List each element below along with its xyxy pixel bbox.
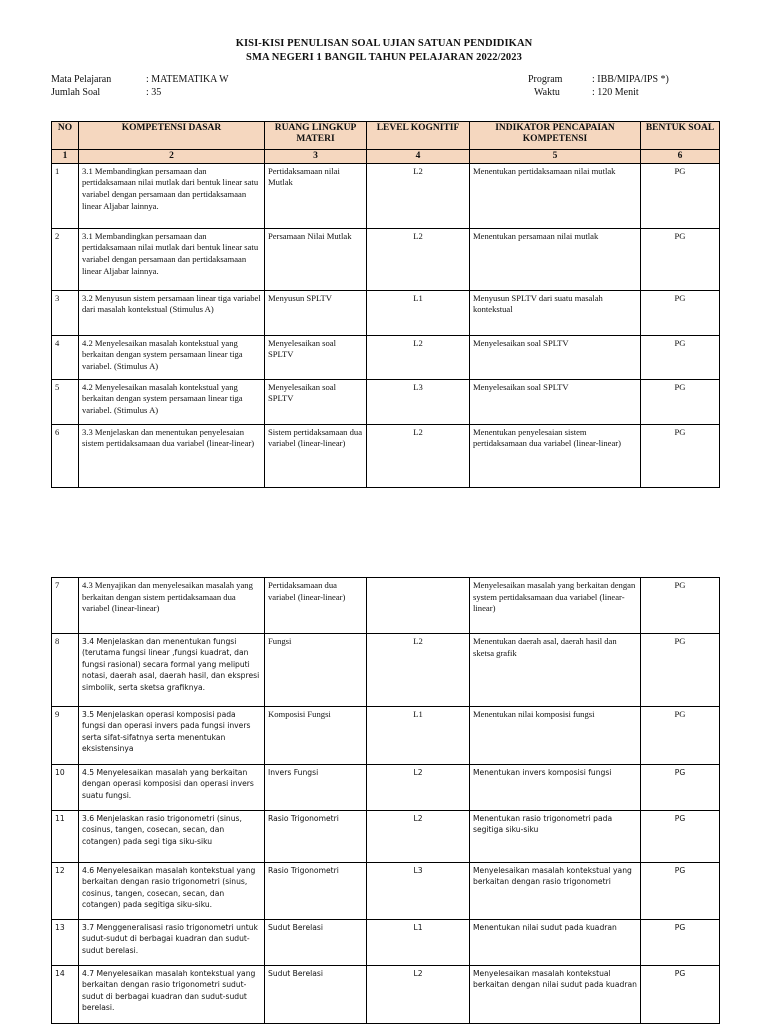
row-bentuk: PG [641,379,720,424]
row-materi: Sistem pertidaksamaan dua variabel (linear-linear) [265,424,367,487]
row-bentuk: PG [641,707,720,765]
table-row [52,863,720,920]
table-row [52,290,720,335]
table-row [52,634,720,707]
row-indikator: Menyelesaikan soal SPLTV [470,335,641,379]
row-kompetensi: 4.5 Menyelesaikan masalah yang berkaitan dengan operasi komposisi dan operasi invers suatu fungsi. [79,765,265,811]
row-level: L3 [367,863,470,920]
row-kompetensi: 3.4 Menjelaskan dan menentukan fungsi (terutama fungsi linear ,fungsi kuadrat, dan fungsi rasional) secara formal yang meliputi notasi, daerah asal, daerah hasil, dan ekspresi simbolik, serta sketsa grafiknya. [79,634,265,707]
row-no: 6 [52,424,79,487]
row-materi: Rasio Trigonometri [265,863,367,920]
program-label: Program [528,74,563,85]
header-indikator: INDIKATOR PENCAPAIAN KOMPETENSI [470,122,641,150]
row-materi: Fungsi [265,634,367,707]
column-number: 3 [265,150,367,164]
row-level: L2 [367,765,470,811]
row-level: L2 [367,228,470,290]
row-bentuk: PG [641,290,720,335]
row-indikator: Menentukan daerah asal, daerah hasil dan sketsa grafik [470,634,641,707]
row-materi: Sudut Berelasi [265,920,367,966]
table-row [52,335,720,379]
column-number: 1 [52,150,79,164]
row-indikator: Menentukan penyelesaian sistem pertidaksamaan dua variabel (linear-linear) [470,424,641,487]
row-indikator: Menentukan nilai komposisi fungsi [470,707,641,765]
header-ruang-lingkup: RUANG LINGKUP MATERI [265,122,367,150]
row-level: L2 [367,811,470,863]
column-number: 2 [79,150,265,164]
row-indikator: Menentukan invers komposisi fungsi [470,765,641,811]
row-materi: Pertidaksamaan nilai Mutlak [265,163,367,228]
column-number: 6 [641,150,720,164]
row-kompetensi: 4.6 Menyelesaikan masalah kontekstual yang berkaitan dengan rasio trigonometri (sinus, cosinus, tangen, cosecan, secan, dan cotangen) pada segitiga siku-siku. [79,863,265,920]
row-level: L1 [367,707,470,765]
row-materi: Rasio Trigonometri [265,811,367,863]
grid-table-page-1 [51,121,720,488]
row-kompetensi: 3.6 Menjelaskan rasio trigonometri (sinus, cosinus, tangen, cosecan, secan, dan cotangen) pada segi tiga siku-siku [79,811,265,863]
time-label: Waktu [534,87,560,98]
row-kompetensi: 3.1 Membandingkan persamaan dan pertidaksamaan nilai mutlak dari bentuk linear satu variabel dengan persamaan dan pertidaksamaan linear Aljabar lainnya. [79,163,265,228]
row-no: 10 [52,765,79,811]
table-row [52,966,720,1024]
row-kompetensi: 4.2 Menyelesaikan masalah kontekstual yang berkaitan dengan system persamaan linear tiga variabel. (Stimulus A) [79,335,265,379]
program-value: : IBB/MIPA/IPS *) [592,74,669,85]
row-materi: Persamaan Nilai Mutlak [265,228,367,290]
row-materi: Invers Fungsi [265,765,367,811]
header-bentuk-soal: BENTUK SOAL [641,122,720,150]
row-kompetensi: 3.3 Menjelaskan dan menentukan penyelesaian sistem pertidaksamaan dua variabel (linear-linear) [79,424,265,487]
row-level [367,578,470,634]
row-indikator: Menentukan rasio trigonometri pada segitiga siku-siku [470,811,641,863]
document-subtitle: SMA NEGERI 1 BANGIL TAHUN PELAJARAN 2022/2023 [246,52,522,63]
row-materi: Menyelesaikan soal SPLTV [265,379,367,424]
row-bentuk: PG [641,228,720,290]
row-bentuk: PG [641,634,720,707]
row-indikator: Menyelesaikan masalah kontekstual berkaitan dengan nilai sudut pada kuadran [470,966,641,1024]
row-level: L1 [367,920,470,966]
column-number: 5 [470,150,641,164]
row-kompetensi: 3.1 Membandingkan persamaan dan pertidaksamaan nilai mutlak dari bentuk linear satu variabel dengan persamaan dan pertidaksamaan linear Aljabar lainnya. [79,228,265,290]
row-materi: Menyelesaikan soal SPLTV [265,335,367,379]
row-bentuk: PG [641,920,720,966]
row-bentuk: PG [641,578,720,634]
row-level: L2 [367,634,470,707]
row-kompetensi: 4.7 Menyelesaikan masalah kontekstual yang berkaitan dengan rasio trigonometri sudut-sudut di berbagai kuadran dan sudut-sudut berelasi. [79,966,265,1024]
row-no: 5 [52,379,79,424]
row-bentuk: PG [641,966,720,1024]
table-row [52,379,720,424]
header-no: NO [52,122,79,150]
row-level: L2 [367,424,470,487]
table-row [52,811,720,863]
row-bentuk: PG [641,811,720,863]
row-materi: Komposisi Fungsi [265,707,367,765]
row-bentuk: PG [641,765,720,811]
row-no: 11 [52,811,79,863]
row-no: 8 [52,634,79,707]
row-no: 1 [52,163,79,228]
table-row [52,765,720,811]
row-kompetensi: 3.5 Menjelaskan operasi komposisi pada fungsi dan operasi invers pada fungsi invers serta sifat-sifatnya serta menentukan eksistensinya [79,707,265,765]
row-no: 12 [52,863,79,920]
row-indikator: Menyusun SPLTV dari suatu masalah kontekstual [470,290,641,335]
row-materi: Pertidaksamaan dua variabel (linear-linear) [265,578,367,634]
row-no: 13 [52,920,79,966]
row-no: 7 [52,578,79,634]
table-row [52,228,720,290]
row-kompetensi: 3.7 Menggeneralisasi rasio trigonometri untuk sudut-sudut di berbagai kuadran dan sudut-sudut berelasi. [79,920,265,966]
row-bentuk: PG [641,863,720,920]
table-row [52,707,720,765]
row-level: L1 [367,290,470,335]
row-level: L2 [367,335,470,379]
row-no: 3 [52,290,79,335]
row-materi: Sudut Berelasi [265,966,367,1024]
row-indikator: Menentukan pertidaksamaan nilai mutlak [470,163,641,228]
column-number: 4 [367,150,470,164]
table-row [52,163,720,228]
row-kompetensi: 3.2 Menyusun sistem persamaan linear tiga variabel dari masalah kontekstual (Stimulus A) [79,290,265,335]
row-bentuk: PG [641,335,720,379]
row-level: L2 [367,966,470,1024]
row-no: 2 [52,228,79,290]
row-kompetensi: 4.2 Menyelesaikan masalah kontekstual yang berkaitan dengan system persamaan linear tiga variabel. (Stimulus A) [79,379,265,424]
row-indikator: Menentukan persamaan nilai mutlak [470,228,641,290]
table-row [52,424,720,487]
header-level-kognitif: LEVEL KOGNITIF [367,122,470,150]
row-materi: Menyusun SPLTV [265,290,367,335]
row-indikator: Menyelesaikan masalah kontekstual yang berkaitan dengan rasio trigonometri [470,863,641,920]
time-value: : 120 Menit [592,87,639,98]
row-indikator: Menyelesaikan soal SPLTV [470,379,641,424]
row-level: L2 [367,163,470,228]
table-row [52,578,720,634]
document-title: KISI-KISI PENULISAN SOAL UJIAN SATUAN PENDIDIKAN [235,38,533,49]
row-bentuk: PG [641,163,720,228]
row-no: 4 [52,335,79,379]
row-bentuk: PG [641,424,720,487]
row-level: L3 [367,379,470,424]
row-kompetensi: 4.3 Menyajikan dan menyelesaikan masalah yang berkaitan dengan sistem pertidaksamaan dua variabel (linear-linear) [79,578,265,634]
row-no: 14 [52,966,79,1024]
header-kompetensi-dasar: KOMPETENSI DASAR [79,122,265,150]
row-no: 9 [52,707,79,765]
row-indikator: Menyelesaikan masalah yang berkaitan dengan system pertidaksamaan dua variabel (linear-linear) [470,578,641,634]
row-indikator: Menentukan nilai sudut pada kuadran [470,920,641,966]
question-count-label: Jumlah Soal [51,87,101,98]
question-count-value: : 35 [146,87,162,98]
table-row [52,920,720,966]
subject-label: Mata Pelajaran [51,74,112,85]
subject-value: : MATEMATIKA W [146,74,229,85]
grid-table-page-2 [51,577,720,1024]
